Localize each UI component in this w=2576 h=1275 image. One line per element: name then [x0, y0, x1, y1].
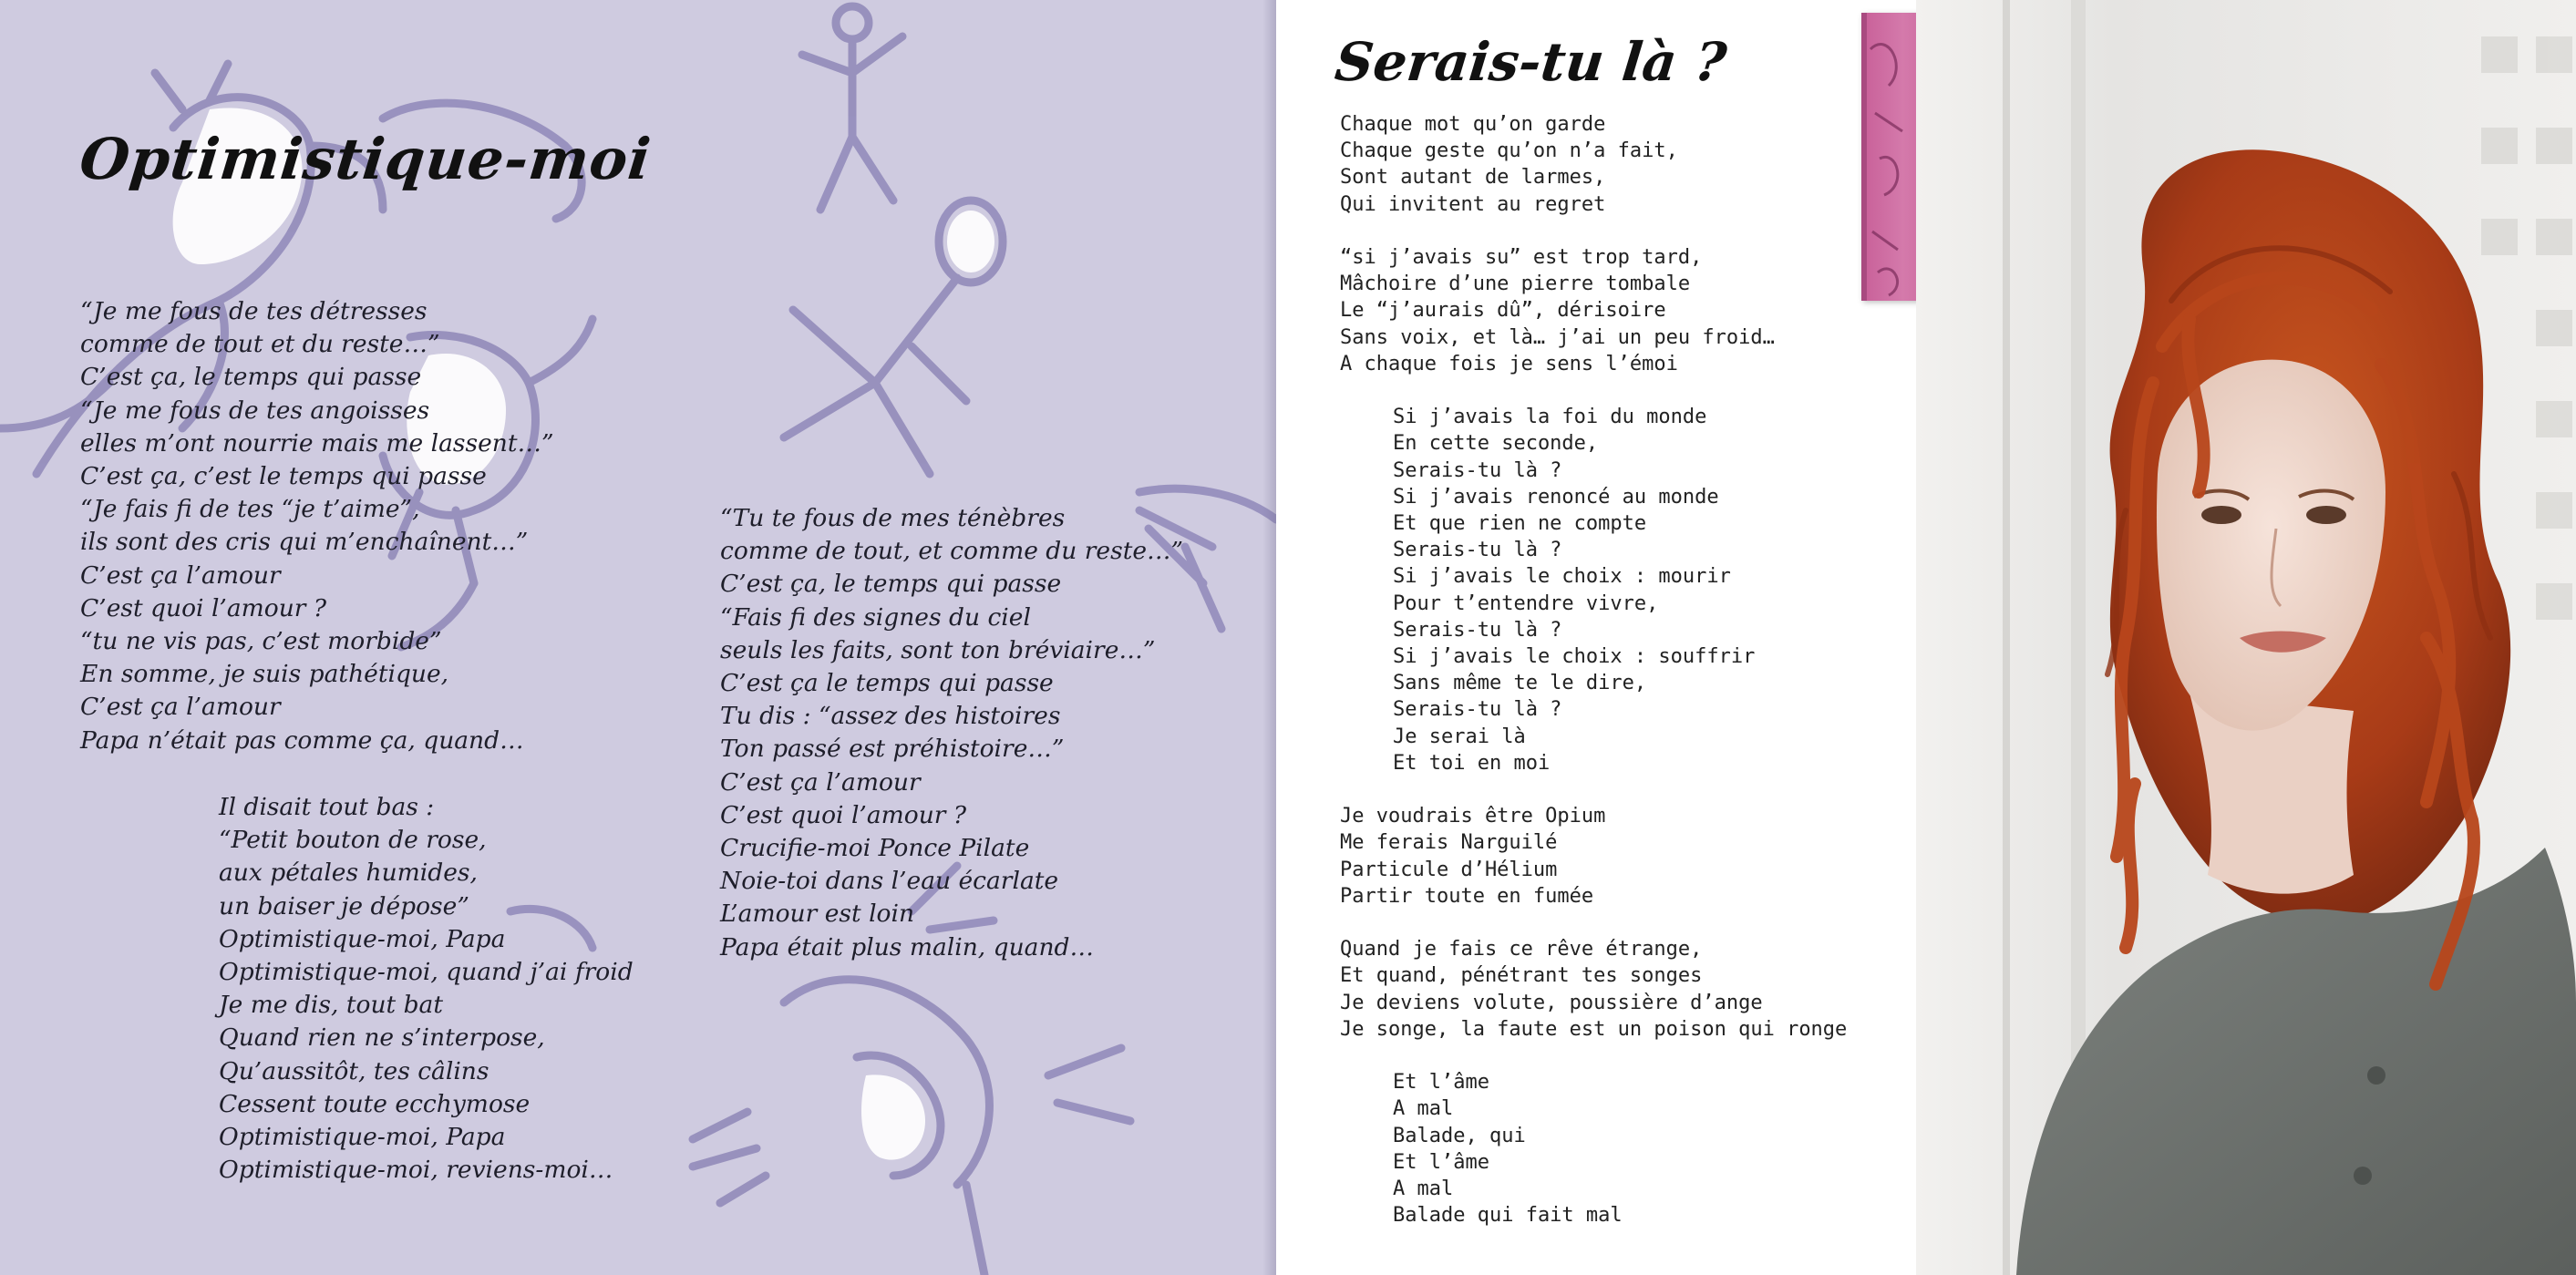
lyric-line: Optimistique-moi, quand j’ai froid: [219, 958, 634, 987]
lyric-line: comme de tout et du reste…”: [80, 330, 440, 359]
lyric-line: “Tu te fous de mes ténèbres: [720, 504, 1066, 532]
lyric-line: Partir toute en fumée: [1340, 884, 1594, 908]
lyric-line: C’est ça l’amour: [720, 767, 921, 797]
lyric-line: Je deviens volute, poussière d’ange: [1340, 991, 1763, 1014]
lyric-line: Sans voix, et là… j’ai un peu froid…: [1340, 325, 1775, 349]
lyric-line: seuls les faits, sont ton bréviaire…”: [720, 635, 1156, 664]
stanza-gap: [1340, 1043, 1847, 1069]
lyric-line: A chaque fois je sens l’émoi: [1340, 352, 1678, 375]
lyric-line: Quand rien ne s’interpose,: [219, 1023, 545, 1053]
lyric-line: Serais-tu là ?: [1393, 618, 1562, 642]
lyric-line: Si j’avais le choix : souffrir: [1393, 645, 1756, 669]
lyric-line: Chaque mot qu’on garde: [1340, 113, 1606, 136]
stanza-gap: [1340, 910, 1847, 936]
lyric-line: Et quand, pénétrant tes songes: [1340, 964, 1703, 988]
lyric-line: Tu dis : “assez des histoires: [720, 702, 1061, 731]
lyric-line: C’est quoi l’amour ?: [720, 800, 967, 829]
lyric-line: En cette seconde,: [1393, 432, 1599, 456]
lyric-line: comme de tout, et comme du reste…”: [720, 537, 1184, 566]
lyric-line: Le “j’aurais dû”, dérisoire: [1340, 299, 1666, 323]
lyrics-serais-tu-la: [1340, 111, 1847, 1229]
lyric-line: Optimistique-moi, reviens-moi…: [219, 1156, 613, 1185]
lyric-line: C’est ça, le temps qui passe: [80, 363, 422, 392]
lyric-line: C’est ça l’amour: [80, 560, 281, 590]
lyric-line: “Je fais fi de tes “je t’aime”,: [80, 495, 420, 524]
stanza-gap: [1340, 377, 1847, 404]
lyric-line: Cessent toute ecchymose: [219, 1089, 531, 1118]
lyric-line: “Fais fi des signes du ciel: [720, 602, 1031, 632]
lyric-line: Et toi en moi: [1393, 751, 1551, 775]
stanza-gap: [1340, 218, 1847, 244]
lyric-line: “si j’avais su” est trop tard,: [1340, 246, 1703, 269]
lyric-line: Me ferais Narguilé: [1340, 831, 1558, 855]
lyric-line: Particule d’Hélium: [1340, 858, 1558, 881]
lyric-line: Pour t’entendre vivre,: [1393, 591, 1659, 615]
song-title-serais-tu-la: Serais-tu là ?: [1332, 31, 1730, 93]
lyric-line: ils sont des cris qui m’enchaînent…”: [80, 528, 529, 557]
lyric-line: un baiser je dépose”: [219, 891, 469, 920]
lyric-line: A mal: [1393, 1097, 1454, 1121]
song-title-optimistique: Optimistique-moi: [77, 126, 654, 192]
lyric-line: Qui invitent au regret: [1340, 192, 1606, 216]
lyric-line: Et l’âme: [1393, 1150, 1489, 1174]
lyric-line: Quand je fais ce rêve étrange,: [1340, 938, 1703, 961]
lyric-line: Papa n’était pas comme ça, quand…: [80, 725, 524, 755]
lyric-line: Balade qui fait mal: [1393, 1204, 1623, 1228]
lyric-line: L’amour est loin: [720, 900, 915, 929]
lyrics-stanza-3: [720, 502, 1183, 964]
lyric-line: “Je me fous de tes angoisses: [80, 396, 430, 425]
lyric-line: Et l’âme: [1393, 1071, 1489, 1095]
lyric-line: Optimistique-moi, Papa: [219, 924, 506, 953]
lyric-line: Serais-tu là ?: [1393, 458, 1562, 482]
lyrics-stanza-2: [219, 791, 634, 1187]
lyrics-stanza-1: [80, 295, 554, 757]
lyric-line: En somme, je suis pathétique,: [80, 660, 449, 689]
lyric-line: Noie-toi dans l’eau écarlate: [720, 867, 1059, 896]
lyric-line: “Petit bouton de rose,: [219, 826, 487, 855]
lyric-line: Optimistique-moi, Papa: [219, 1123, 506, 1152]
lyric-line: “Je me fous de tes détresses: [80, 297, 428, 325]
lyric-line: C’est ça, c’est le temps qui passe: [80, 462, 487, 491]
lyric-line: elles m’ont nourrie mais me lassent…”: [80, 428, 554, 458]
lyric-line: Si j’avais renoncé au monde: [1393, 485, 1719, 509]
lyric-line: Et que rien ne compte: [1393, 512, 1647, 536]
lyric-line: Crucifie-moi Ponce Pilate: [720, 834, 1030, 863]
lyric-line: Je songe, la faute est un poison qui ronge: [1340, 1017, 1848, 1041]
lyric-line: aux pétales humides,: [219, 859, 478, 888]
lyric-line: Si j’avais le choix : mourir: [1393, 565, 1731, 589]
lyric-line: Papa était plus malin, quand…: [720, 932, 1094, 961]
lyric-line: Chaque geste qu’on n’a fait,: [1340, 139, 1678, 163]
lyric-line: “tu ne vis pas, c’est morbide”: [80, 627, 442, 656]
lyric-line: Je me dis, tout bat: [219, 991, 444, 1020]
lyric-line: Je voudrais être Opium: [1340, 805, 1606, 828]
lyric-line: Serais-tu là ?: [1393, 539, 1562, 562]
portrait-illustration: [1916, 0, 2576, 1275]
lyric-line: Il disait tout bas :: [219, 793, 435, 821]
left-page: [0, 0, 1276, 1275]
lyric-line: C’est ça l’amour: [80, 693, 281, 722]
lyric-line: Ton passé est préhistoire…”: [720, 735, 1065, 764]
lyric-line: C’est quoi l’amour ?: [80, 593, 327, 622]
lyric-line: Qu’aussitôt, tes câlins: [219, 1056, 489, 1085]
lyric-line: Balade, qui: [1393, 1124, 1526, 1147]
lyric-line: C’est ça, le temps qui passe: [720, 570, 1062, 599]
lyric-line: Si j’avais la foi du monde: [1393, 406, 1707, 429]
lyric-line: Mâchoire d’une pierre tombale: [1340, 272, 1691, 296]
lyric-line: A mal: [1393, 1177, 1454, 1201]
lyric-line: C’est ça le temps qui passe: [720, 669, 1054, 698]
portrait-photo: [1916, 0, 2576, 1275]
lyric-line: Je serai là: [1393, 725, 1526, 748]
lyric-line: Sont autant de larmes,: [1340, 166, 1606, 190]
right-page: [1276, 0, 2576, 1275]
lyric-line: Sans même te le dire,: [1393, 672, 1647, 695]
stanza-gap: [1340, 776, 1847, 803]
lyric-line: Serais-tu là ?: [1393, 698, 1562, 722]
